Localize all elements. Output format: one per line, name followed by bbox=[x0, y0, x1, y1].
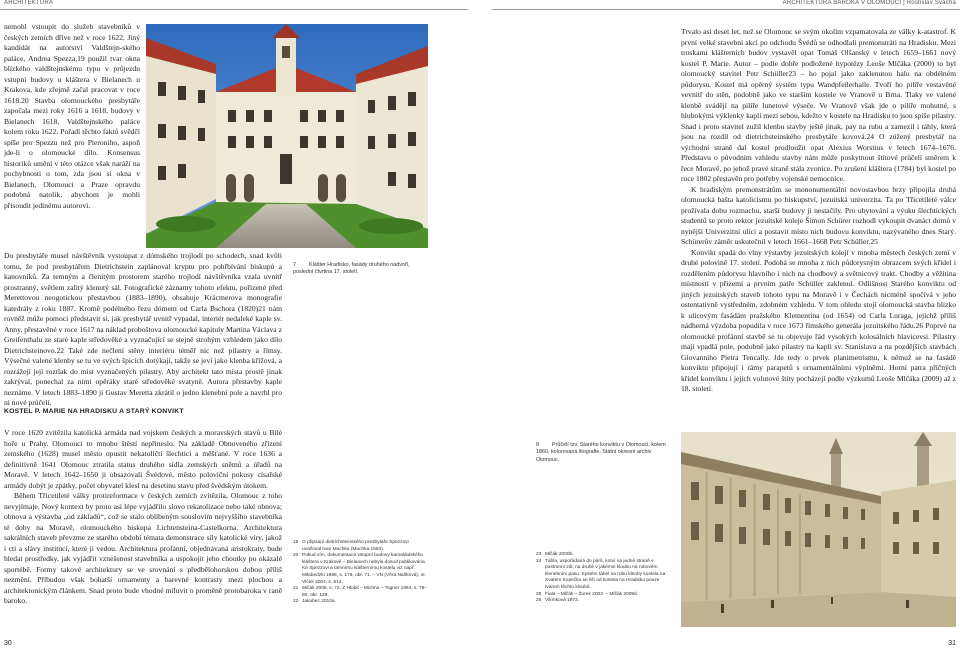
caption-text: Průčelí tzv. Starého konviktu v Olomouci, kolem 1860, kolorovaná litografie. Státní okresní archiv Olomouc. bbox=[536, 442, 666, 463]
old-convict-lithograph bbox=[681, 432, 956, 627]
footnote-number: 19 bbox=[293, 540, 299, 545]
paragraph: nemohl vstoupit do služeb stavebníků v českých zemích dříve než v roce 1622. Jiný kandidát na autorství Valdštejn-ského paláce, Andrea Spezza,19 použil tvar okna blízkého valdštejnskému typu v průjezdu vstupní budovy u kláštera v Bielanech u Krakova, kde zřejmě začal pracovat v roce 1618.20 Stavba olomouckého presbytáře započala mezi roky 1616 a 1618, budovy v Bielanech 1618, Valdštejnského paláce kolem roku 1622. Pořadí těchto faktů svědčí spíše pro Spezzu než pro Pieroniho, aspoň jde-li o olomoucké dílo. Konsensus historiků umění v této otázce však naráží na pochybnosti o tom, zda jsou si okna v Bielanech, Olomouci a Praze opravdu podobná natolik, abychom je mohli přisoudit jedinému autorovi. bbox=[4, 22, 140, 210]
footnote bbox=[536, 598, 671, 605]
footnote-text: Fiala – Mlčák – Žurek 2002. – Mlčák 2009d. bbox=[545, 591, 639, 597]
footnote bbox=[293, 553, 428, 586]
footnote-number: 26 bbox=[536, 598, 542, 604]
footnotes-left bbox=[293, 540, 428, 606]
footnote-text: O připsání dietrichsteinského presbytáře Spezzovi uvažoval Ivan Muchka (Muchka 1983). bbox=[302, 540, 409, 552]
paragraph: V roce 1620 zvítězila katolická armáda nad vojskem českých a moravských stavů u Bílé hoře u Prahy. Olomouci to mnoho štěstí nepřineslo. Na základě Obnoveného zřízení zemského (1628) musel město opustit nekatoličtí šlechtici a měšťané. V roce 1636 a definitivně 1641 Olomouc ztratila status druhého sídla zemských sněmů a úřadů na Moravě. V letech 1642–1650 ji obsazovali Švédové, město poloviční pokusy císařské armády dobýt je zpátky, počet obyvatel klesl na desetinu stavu před švédským útokem. bbox=[4, 428, 282, 490]
footnote-text: Vilímková 1973. bbox=[545, 598, 580, 604]
right-column-text bbox=[681, 27, 956, 395]
paragraph: Trvalo asi deset let, než se Olomouc se svým okolím vzpamatovala ze války k-atastrof. K první velké stavební akci po odchodu Švédů se odhodlali premonstráti na Hradisku. Mezi troskami klášterních budov vystavěl opat Tomáš Olšanský v letech 1659–1661 nový kostel P. Marie. Autor – podle dobře podložené hypotézy Leoše Mlčáka (2000) to byl olomoucký stavitel Petr Schüller23 – ho pojal jako zaklenutou halu na obdélném půdorysu. Kostel má opěrný systém typu Wandpfeilerhalle. Tvoří ho pilíře vestavěné vevnitř do stěn, podobně jako ve starším kostele ve Vranově u Brna. Tlaky ve valené klenbě svádějí na pilíře lunetové výseče. Ve Vranově však jde o pilíře mohutné, s hlubokými výklenky kaplí mezi sebou, kdežto v kostele na Hradisku to jsou spíše pilastry. Snad i proto stavitel zužil klenbu stavby ještě jinak, pay na rubu a zamezil i táhly, která jsou na rozdíl od dietrichsteinského presbytáře kovová.24 O zúžený presbytář na východní straně dal kostel prodloužit opat Alexius Worstius v letech 1674–1676. Představu o původním vzhledu stavby nám může poskytnout štítové průčelí směrem k řece Moravě, po jehož pravé straně stála zvonice. Po zrušení kláštera (1784) byl kostel po roce 1802 přestavěn pro potřeby vojenské nemocnice. bbox=[681, 27, 956, 183]
left-bottom-text bbox=[4, 428, 282, 607]
figure-caption-7 bbox=[293, 262, 423, 277]
footnote-text: Jakubec 2010a. bbox=[302, 599, 336, 605]
footnotes-right bbox=[536, 552, 671, 605]
footnote-number: 25 bbox=[536, 591, 542, 597]
running-header-left: ARCHITEKTURA bbox=[4, 0, 54, 6]
footnote-text: Mlčák 2000b. bbox=[545, 552, 574, 557]
left-column-top-text bbox=[4, 22, 140, 211]
footnote bbox=[293, 540, 428, 553]
footnote-text: Táhla, uspořádaná do párů, kotví na jedné straně v postranní zdi, na druhé v jakémsi kloubu na rubovém klenebním pasu. Systém táhel na rubu klenby kostela na Svatém Kopečku se liší od kostela na Hradisku pouze tvarem těchto kloubů. bbox=[545, 558, 666, 590]
footnote-text: Pokud vím, dokumentace vstupní budovy kamaldulského kláštera v Krakově – Bielanech nebyla dosud publikována. Ke Spezzovi a tamnímu klášternímu kostelu viz např. Miłobedzki 1988, s. 176, obr. 71. – VN (Věra Naňková), in: Vlček 2004, s. 612. bbox=[302, 553, 426, 585]
footnote-number: 21 bbox=[293, 586, 299, 592]
left-full-width-text bbox=[4, 251, 282, 409]
footnote-number: 22 bbox=[293, 599, 299, 605]
page-number-left: 30 bbox=[4, 640, 12, 647]
monastery-courtyard-photo bbox=[146, 24, 428, 248]
footnote-number: 23 bbox=[536, 552, 542, 557]
section-title: KOSTEL P. MARIE NA HRADISKU A STARÝ KONVIKT bbox=[4, 408, 184, 415]
page-number-right: 31 bbox=[948, 640, 956, 647]
paragraph: Do presbytáře musel návštěvník vystoupat z dómského trojlodí po schodech, snad kvůli tomu, že pod presbytářem Dietrichstein zaplánoval kryptu pro pohřbívání biskupů a kanovníků. Za temným a členitým prostorem starého trojlodí návštěvníka vzala uvnitř prostranný, světlem zalitý klenutý sál. Fotografické záznamy tohoto efektu, pořízené před Merettovou neogotickou přestavbou (1883–1890), obsahuje Krácmerova monografie katedrály z roku 1887. Kromě podélného řezu dómem od Carla Bschora (1820)21 nám rovněž může pomoci představit si, jak presbytář uvnitř vypadal, interiér nedaleké kaple sv. Anny, přestavěné v roce 1617 na náklad proboštova olomoucké kapituly Martina Václava z Greifenthalu ze staré kaple středověké a vyznačující se stejně strohým vzhledem jako dílo Dietrichsteinovo.22 Také zde nečlení stěny interiéru téměř nic než pilastry a římsy. Výsečné valené klenby se tu ve svých špicích dotýkají, takže se jeví jako klenba křížová, a rozrážejí její roztlak do mist vyznačených pilastry. Aby architekt tato místa prostě jinak zakrýval, ponechal za nimi opěráky staré středověké svatyně. Autora přestavby kaple neznáme. V letech 1883–1890 ji Gustav Meretta zkrátil o jedno klenební pole a navrhl pro ni nové průčelí. bbox=[4, 251, 282, 407]
figure-caption-8 bbox=[536, 442, 666, 464]
running-header-right: ARCHITEKTURA BAROKA V OLOMOUCI | Rostislav Švácha bbox=[782, 0, 956, 6]
footnote-number: 20 bbox=[293, 553, 299, 559]
footnote-text: Mičák 2008, s. 72. Z Hlobil – Michna – Togner 1984, s. 79–80, obr. 128. bbox=[302, 586, 427, 598]
footnote bbox=[536, 559, 671, 592]
caption-text: Klášter Hradisko, fasády druhého nádvoří, poslední čtvrtina 17. století. bbox=[293, 262, 410, 276]
paragraph: K hradiským premonstrátům se mononumentální novostavbou brzy připojila druhá olomoucká bašta katolicismu po biskupství, jezuitská univerzita. Ta po Třicetileté válce prožívala dobu rozmachu, starší budovy ji nestačily. Pro ubytování a výuku šlechtických studentů se proto rektor jezuitské koleje Šimon Schürer rozhodl vykoupit dvanáct domů v nynější Univerzitní ulici a postavit místo nich budovu konviktu, nazývaného dnes Starý. Schürerův záměr uskutečnil v letech 1661–1668 Petr Schüller.25 bbox=[681, 184, 956, 246]
footnote-number: 24 bbox=[536, 558, 542, 564]
paragraph: Konvikt spadá do vlny výstavby jezuitských kolejí v mnoha městech českých zemí v druhé polovině 17. století. Podobá se mnoha z nich půdorysným obrazcem svých křídel i rozdělením půdorysu hlavního i nich na chodbový a světnicový trakt. Chodby a věžitina místností v přízemí a prvním patře Schüller zaklenul. Odlišnost Starého konviktu od jiných jezuitských staveb tohoto typu na Moravě i v Čechách nicméně spočívá v jeho ostentativně vystředném, zdobném vzhledu. V tom ohledu stojí olomoucká stavba blízko k ulicovým fasádám pražského Klementina (od 1654) od Carla Luraga, jejichž příliš nádherná výzdoba popudila v roce 1673 římského generála jezuitského řádu.26 Poprvé na olomoucké profánní stavbě se tu objevuje řád vysokých kolosálních hlavicevsi. Pilastry mají vpadlá pole, podobně jako pilastry na kapli sv. Stanislava a na pozdějších stavbách Giovanniho Pietra Tencally. Jde tedy o prvek planimetrismu, k němuž se na fasádě konviktu připojují i rámy parapetů s ornamentálními výplněmi. Horní patra příčných křídel konviktu i jejich volutové štíty pocházejí podle výzkumů Leoše Mlčáka (2009) až z 18. století. bbox=[681, 247, 956, 393]
caption-number: 7 bbox=[293, 262, 296, 268]
lithograph-illustration bbox=[681, 432, 956, 627]
footnote bbox=[293, 599, 428, 606]
footnote bbox=[293, 586, 428, 599]
header-rule-left bbox=[0, 9, 468, 10]
footnote bbox=[536, 552, 671, 559]
paragraph: Během Třicetileté války protireformace v českých zemích zvítězila, Olomouc z toho nevyjímaje. Nový kontext by proto asi lépe vyjádřilo slovo rekatolizace nebo také obnova; obnova a výstavba „od základů“, což se stalo oblíbeným souslovím nejvyššího stavebníka té doby na Moravě, olomouckého biskupa Lichtensteina-Castelkorna. Architektura sakrálních staveb převzme ze starého období témata demonstrace síly katolické víry, jakož i cti a slávy institucí, které ji vedou. Architektura profánní, objednávaná aristokraty, bude hledat prostředky, jak vyjádřit vznešenost stavebníka a uspokojit jeho choutky po okázalé sportébě. Formy takové architektury se ve srovnání s předbělohorskou dobou příliš nezmění. Příbudou však bohatší ornamenty a barevné kontrasty mezi plochou a architektonickým článkem. Snad proto bude vhodné míluvit o proměně protobaroka v raně baroko. bbox=[4, 491, 282, 605]
caption-number: 8 bbox=[536, 442, 539, 448]
header-rule-right bbox=[492, 9, 960, 10]
photo-illustration bbox=[146, 24, 428, 248]
